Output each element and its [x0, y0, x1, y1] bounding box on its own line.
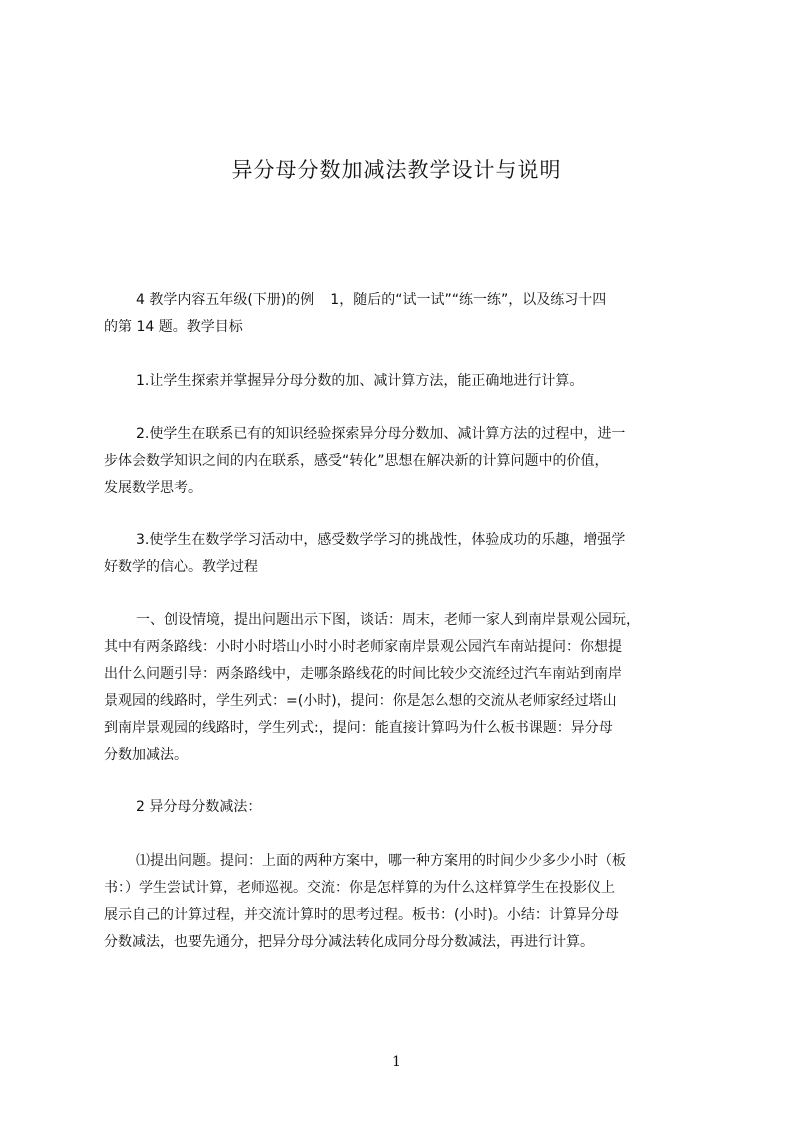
part-3-line-4: 分数减法，也要先通分，把异分母分减法转化成同分母分数减法，再进行计算。: [104, 934, 594, 950]
part-2-heading: 2 异分母分数减法：: [136, 799, 262, 815]
part-2-paragraph: [104, 794, 714, 821]
goal-2-line-2: 步体会数学知识之间的内在联系，感受“转化”思想在解决新的计算问题中的价值，: [104, 453, 609, 469]
part-1-line-6: 分数加减法。: [104, 747, 188, 763]
part-3-line-1: ⑴提出问题。提问：上面的两种方案中，哪一种方案用的时间少少多少小时（板: [136, 853, 626, 869]
part-1-line-2: 其中有两条路线：小时小时塔山小时小时老师家南岸景观公园汽车南站提问：你想提: [104, 639, 622, 655]
goal-2-line-3: 发展数学思考。: [104, 480, 202, 496]
intro-line-1: [104, 287, 714, 314]
page-number: 1: [392, 1054, 401, 1070]
goal-3-line-1: 3.使学生在数学学习活动中，感受数学学习的挑战性，体验成功的乐趣，增强学: [136, 532, 626, 548]
part-1-paragraph: [104, 607, 714, 769]
part-1-line-3: 出什么问题引导：两条路线中，走哪条路线花的时间比较少交流经过汽车南站到南岸: [104, 666, 622, 682]
part-1-line-5: 到南岸景观园的线路时，学生列式:，提问：能直接计算吗为什么板书课题：异分母: [104, 720, 613, 736]
document-title: 异分母分数加减法教学设计与说明: [231, 158, 562, 183]
goal-3-paragraph: [104, 527, 714, 581]
intro-line-1b: 1，随后的“试一试”“练一练”，以及练习十四: [330, 292, 607, 308]
part-1-line-1: 一、创设情境，提出问题出示下图，谈话：周末，老师一家人到南岸景观公园玩，: [136, 612, 640, 628]
part-3-line-2: 书：）学生尝试计算，老师巡视。交流：你是怎样算的为什么这样算学生在投影仪上: [104, 880, 615, 896]
goal-1-paragraph: [104, 368, 714, 395]
intro-line-1a: 4 教学内容五年级(下册)的例: [136, 292, 315, 308]
intro-paragraph: [104, 287, 714, 341]
goal-3-line-2: 好数学的信心。教学过程: [104, 559, 258, 575]
intro-line-2: 的第 14 题。教学目标: [104, 319, 243, 335]
part-3-paragraph: [104, 848, 714, 956]
part-3-line-3: 展示自己的计算过程，并交流计算时的思考过程。板书：(小时)。小结：计算异分母: [104, 907, 619, 923]
goal-1-line-1: 1.让学生探索并掌握异分母分数的加、减计算方法，能正确地进行计算。: [136, 373, 584, 389]
goal-2-line-1: 2.使学生在联系已有的知识经验探索异分母分数加、减计算方法的过程中，进一: [136, 426, 626, 442]
part-1-line-4: 景观园的线路时，学生列式：=(小时)，提问：你是怎么想的交流从老师家经过塔山: [104, 693, 617, 709]
goal-2-paragraph: [104, 421, 714, 502]
